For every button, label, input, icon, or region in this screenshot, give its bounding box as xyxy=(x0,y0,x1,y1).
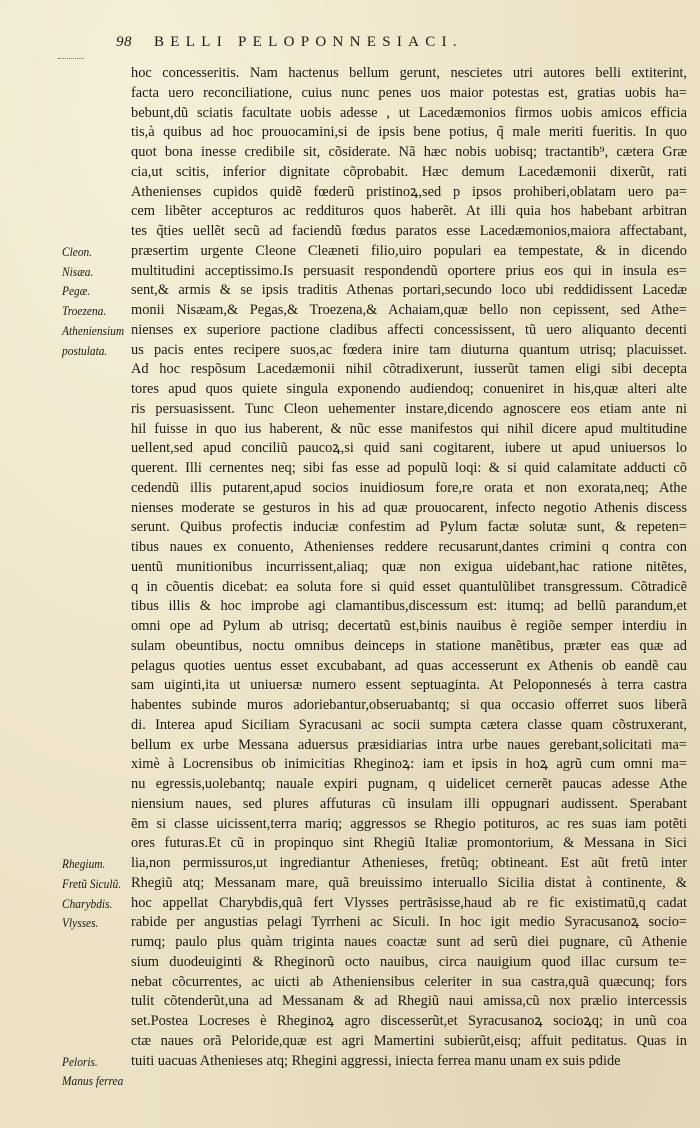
text-line: q in cõuentis dicebat: ea soluta fore si quid esset quantulũlibet transgressum. Cõtradicẽ xyxy=(131,578,687,595)
text-line: Athenienses cupidos quidẽ fœderũ pristinoꝝ,sed p ipsos prohiberi,oblatam uero pa= xyxy=(131,183,687,200)
text-line: hil fuisse in quo ius haberent, & nũc esse manifestos qui nihil dicere apud multitudine xyxy=(131,420,687,437)
margin-note: Atheniensium xyxy=(62,323,125,338)
text-line: habentes subinde muros adoriebantur,obseruabantq; si qua occasio offerret suos liberã xyxy=(131,697,687,713)
text-line: cem libẽter accepturos ac reddituros quos haberẽt. At illi quia hos habebant arbitran xyxy=(131,203,687,220)
margin-note: Fretũ Siculũ. xyxy=(62,876,122,891)
text-line: tulit cõtenderũt,una ad Messanam & ad Rhegiũ naui amissa,cũ nox prælio intercessis xyxy=(131,993,687,1010)
text-line: bebunt,dũ sciatis facultate uobis adesse , ut Lacedæmonios firmos uobis amicos efficia xyxy=(131,104,687,121)
margin-note: Manus ferrea xyxy=(62,1074,124,1089)
text-line: multitudini acceptissimo.Is persuasit respondendũ oportere prius eos qui in insula es= xyxy=(131,262,687,279)
text-line: tes q̃ties uellẽt secũ ad faciendũ fœdus paratos esse Lacedæmonios,maiora affectabant, xyxy=(131,223,687,239)
text-line: niensium naues, sed plures affuturas cũ insulam illi oppugnari audissent. Sperabant xyxy=(131,795,687,812)
text-line: sulam obeuntibus, noctu omnibus deinceps in statione manẽtibus, præter eas quæ ad xyxy=(131,637,687,654)
text-line: Ad hoc respõsum Lacedæmonii nihil cõtradixerunt, iusserũt tamen eligi sibi decepta xyxy=(131,361,687,378)
margin-note: Vlysses. xyxy=(62,916,99,931)
text-line: ẽm si classe uicissent,terra mariq; aggressos se Rhegio potituros, ac res suas iam potẽti xyxy=(131,815,687,832)
text-line: uentũ munitionibus incurrissent,aliaq; quæ non exigua uidebant,hac ratione nitẽtes, xyxy=(131,558,687,575)
text-line: hoc concesseritis. Nam hactenus bellum gerunt, nescietes utri autores belli extiterint, xyxy=(131,65,687,81)
text-line: sent,& armis & se ipsis traditis Athenas portari,secundo loco ubi reddidissent Lacedæ xyxy=(131,282,687,299)
text-line: ctæ naues orã Peloride,quæ est agri Mamertini subierũt,eisq; affuit peditatus. Quas in xyxy=(131,1032,687,1049)
text-line: Rhegiũ atq; Messanam mare, quã breuissimo interuallo Sicilia distat à continente, & xyxy=(131,874,687,891)
text-line: tibus illis & hoc improbe agi clamantibus,discessum est: itumq; ad bellũ parandum,et xyxy=(131,598,687,615)
text-line: querent. Illi cernentes neq; sibi fas esse ad populũ loqi: & si quid calamitate adducti cõ xyxy=(131,460,687,476)
text-line: us pacis entes recipere suos,ac fœdera inire tam diuturna quantum utrisq; placuisset. xyxy=(131,341,687,358)
text-line: tuiti uacuas Athenieses atq; Rhegini aggressi, iniecta ferrea manu unam ex suis pdide xyxy=(131,1052,621,1069)
text-line: lia,non permissuros,ut ingrediantur Athenieses, fretũq; obtineant. Est aũt fretũ inter xyxy=(131,855,687,871)
text-line: di. Interea apud Siciliam Syracusani ac socii sumpta cætera classe quam cõstruxerant, xyxy=(131,716,687,733)
text-line: tis,à quibus ad hoc prouocamini,si de ipsis bene potius, q̃ male meriti fueritis. In quo xyxy=(131,124,687,141)
text-line: nienses ex superiore pactione cladibus affecti concessissent, tũ uero aliquanto decenti xyxy=(131,321,687,338)
margin-note: Troezena. xyxy=(62,304,107,318)
text-line: nu egressis,uolebantq; nauale expiri pugnam, q uidelicet cernerẽt paucas adesse Athe xyxy=(131,776,687,792)
text-line: sam uiginti,ita ut uniuersæ numero essent septuaginta. At Peloponnesés à terra castra xyxy=(131,677,687,694)
text-line: serunt. Quibus profectis induciæ confestim ad Pylum factæ solutæ sunt, & repeten= xyxy=(131,519,687,536)
margin-note: Charybdis. xyxy=(62,896,113,911)
margin-note: Cleon. xyxy=(62,244,93,259)
text-line: præsertim urgente Cleone Cleæneti filio,uiro populari ea tempestate, & in dicendo xyxy=(131,242,687,259)
text-line: cedendũ illis putarent,apud socios inuidiosum fore,re orata et non exorata,neq; Athe xyxy=(131,479,687,496)
text-line: pelagus quoties uentus esset excubabant, ad quas accesserunt ex Athenis ob eandẽ cau xyxy=(131,657,687,674)
text-line: ris persuasissent. Tunc Cleon uehementer instare,dicendo agnoscere eos etiam ante ni xyxy=(131,400,687,417)
text-line: nienses moderate se gesturos in his ad quæ prouocarent, infecto negotio Athenis discess xyxy=(131,499,687,516)
text-line: ores futuras.Et cũ in propinquo sint Rhegiũ Italiæ promontorium, & Messana in Sici xyxy=(131,835,687,852)
margin-note: postulata. xyxy=(62,343,108,358)
text-line: monii Nisæam,& Pegas,& Troezena,& Achaiam,quæ bello non cepissent, sed Athe= xyxy=(131,302,687,318)
running-head xyxy=(116,34,656,56)
text-line: tores apud quos quiete singula exponendo audiendoq; conueniret in his,quæ alteri alte xyxy=(131,381,687,397)
page-number: 98 xyxy=(116,34,132,50)
text-line: hoc appellat Charybdis,quã fert Vlysses pertrãsisse,haud ab re fic existimatũ,q cadat xyxy=(131,894,687,911)
text-line: bellum ex urbe Messana aduersus præsidiarias intra urbe naues gerebant,solicitati ma= xyxy=(131,736,687,753)
margin-note: Rhegium. xyxy=(62,857,106,871)
text-line: omni ope ad Pylum ab utrisq; decertatũ est,binis nauibus è regiõe semper interdiu in xyxy=(131,618,687,634)
text-line: ximè à Locrensibus ob inimicitias Rheginoꝝ: iam et ipsis in hoꝝ agrũ cum omni ma= xyxy=(131,756,687,773)
running-title: BELLI PELOPONNESIACI. xyxy=(154,34,463,50)
text-line: cia,ut scitis, inferior dignitate cõprobabit. Hæc demum Lacedæmonii dixerũt, rati xyxy=(131,163,687,180)
text-line: tibus naues ex conuento, Athenienses reddere recusarunt,dantes crimini q contra con xyxy=(131,539,687,555)
margin-note: Peloris. xyxy=(62,1054,98,1069)
marginal-notes xyxy=(0,0,130,1128)
text-line: quot bona inesse credibile sit, cõsiderate. Nã hæc nobis uobisq; tractantib⁹, cætera Græ xyxy=(131,144,687,160)
text-line: rabide per angustias pelagi Tyrrheni ac Siculi. In hoc igit medio Syracusanoꝝ socio= xyxy=(131,914,687,931)
margin-note: Nisæa. xyxy=(62,264,94,279)
body-text xyxy=(131,64,687,1071)
text-line: nebat cõcurrentes, ac uicti ab Atheniensibus celeriter in sua castra,quã quæcunq; fors xyxy=(131,973,687,990)
text-line: rumq; paulo plus quàm triginta naues coactæ sunt ad serũ diei pugnare, cũ Athenie xyxy=(131,934,687,950)
text-line: sium duodeuiginti & Rheginorũ octo nauibus, circa nauigium quod illac cursum te= xyxy=(131,953,687,970)
text-line: set.Postea Locreses è Rheginoꝝ agro discesserũt,et Syracusanoꝝ socioꝝq; in unũ coa xyxy=(131,1013,687,1029)
text-line: uellent,sed apud conciliũ paucoꝝ,si quid sani cogitarent, iubere ut apud uniuersos lo xyxy=(131,440,687,457)
text-line: facta uero reconciliatione, cuius nunc penes uos maior potestas est, gratias uobis ha= xyxy=(131,84,687,101)
margin-note: Pegæ. xyxy=(62,284,91,299)
